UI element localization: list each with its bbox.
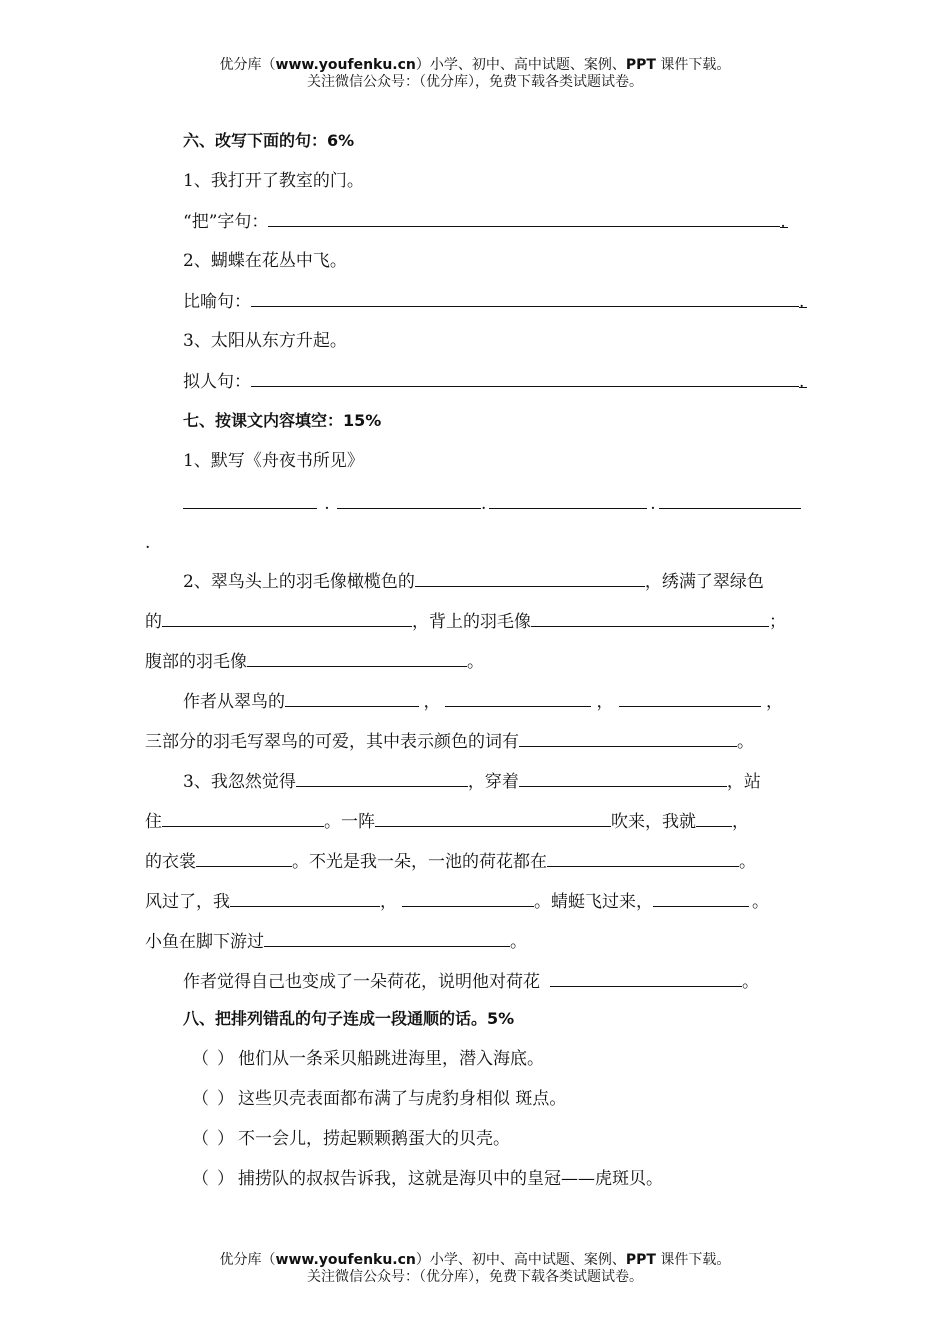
footer-text: 优分库（ <box>219 1252 276 1268</box>
s6-answer-2-row <box>183 290 807 313</box>
footer-site-link[interactable]: www.youfenku.cn <box>275 1252 416 1268</box>
q3-text: 吹来，我就 <box>611 812 696 832</box>
q3-text: ， <box>732 812 749 832</box>
q2-text: ，背上的羽毛像 <box>412 612 531 632</box>
q2-text: 。 <box>737 732 754 752</box>
header-site-link[interactable]: www.youfenku.cn <box>275 57 416 73</box>
s6-answer-2-blank[interactable] <box>251 290 799 307</box>
footer-ppt: PPT <box>625 1252 656 1268</box>
s6-answer-2-label: 比喻句： <box>183 292 251 312</box>
q2-text: 的 <box>145 612 162 632</box>
q2-text: 作者从翠鸟的 <box>183 692 285 712</box>
s7-question-1: 1、默写《舟夜书所见》 <box>183 451 364 471</box>
header-text: 优分库（ <box>219 57 276 73</box>
blank-tail <box>780 211 788 232</box>
s8-item-1 <box>192 1048 544 1070</box>
blank-tail <box>799 291 807 312</box>
s8-item-text: 这些贝壳表面都布满了与虎豹身相似 斑点。 <box>238 1089 567 1109</box>
q3-text: 小鱼在脚下游过 <box>145 932 264 952</box>
q3-text: 。 <box>752 892 769 912</box>
q3-text: 的衣裳 <box>145 852 196 872</box>
q3-blank-3[interactable] <box>162 810 324 827</box>
q3-text: 。 <box>742 972 759 992</box>
period: . <box>650 494 656 514</box>
q2-blank-8[interactable] <box>519 730 737 747</box>
page-footer <box>0 1252 950 1286</box>
poem-line-1-blank[interactable] <box>183 492 317 509</box>
s6-question-1: 1、我打开了教室的门。 <box>183 171 364 191</box>
q3-text: 。不光是我一朵，一池的荷花都在 <box>292 852 547 872</box>
q2-blank-2[interactable] <box>162 610 412 627</box>
order-input[interactable]: （ ） <box>192 1129 234 1149</box>
s7-q2-row-4 <box>183 690 783 713</box>
s7-q3-row-2 <box>145 810 749 833</box>
section-6-title: 六、改写下面的句：6% <box>183 131 355 150</box>
q2-blank-4[interactable] <box>247 650 467 667</box>
period: . <box>780 212 786 232</box>
blank-tail <box>799 371 807 392</box>
s6-answer-1-label: “把”字句： <box>183 212 269 232</box>
period: . <box>799 292 805 312</box>
header-text: ）小学、初中、高中试题、案例、 <box>415 57 626 73</box>
q2-blank-1[interactable] <box>415 570 645 587</box>
poem-line-3-blank[interactable] <box>489 492 647 509</box>
order-input[interactable]: （ ） <box>192 1089 234 1109</box>
s7-q2-row-5 <box>145 730 754 753</box>
s8-item-text: 不一会儿，捞起颗颗鹅蛋大的贝壳。 <box>238 1129 510 1149</box>
poem-line-4-blank[interactable] <box>659 492 801 509</box>
header-text: 课件下载。 <box>655 57 731 73</box>
q3-text: ， <box>380 892 397 912</box>
period: . <box>799 372 805 392</box>
q3-blank-7[interactable] <box>547 850 739 867</box>
q2-blank-3[interactable] <box>531 610 769 627</box>
q3-text: 风过了，我 <box>145 892 230 912</box>
q3-text: 3、我忽然觉得 <box>183 772 296 792</box>
q3-blank-9[interactable] <box>402 890 534 907</box>
poem-line-2-blank[interactable] <box>337 492 481 509</box>
s7-poem-end-period: . <box>145 533 151 553</box>
header-line-1 <box>0 57 950 74</box>
q3-text: ，站 <box>726 772 761 792</box>
q3-text: 。一阵 <box>324 812 375 832</box>
q3-blank-5[interactable] <box>696 810 732 827</box>
q2-text: 2、翠鸟头上的羽毛像橄榄色的 <box>183 572 415 592</box>
s7-q3-row-6 <box>183 970 759 993</box>
q2-text: ， <box>596 692 614 712</box>
period: . <box>481 494 487 514</box>
q3-text: 住 <box>145 812 162 832</box>
s7-q3-row-3 <box>145 850 756 873</box>
section-8-title: 八、把排列错乱的句子连成一段通顺的话。5% <box>183 1009 515 1028</box>
q3-text: 。蜻蜓飞过来， <box>534 892 653 912</box>
s6-answer-3-row <box>183 370 807 393</box>
s6-answer-3-label: 拟人句： <box>183 372 251 392</box>
s6-answer-1-row <box>183 210 788 233</box>
s8-item-text: 捕捞队的叔叔告诉我，这就是海贝中的皇冠——虎斑贝。 <box>238 1169 663 1189</box>
q3-blank-12[interactable] <box>550 970 742 987</box>
footer-line-1 <box>0 1252 950 1269</box>
q3-blank-4[interactable] <box>375 810 611 827</box>
s7-poem-blanks-row <box>183 492 801 515</box>
q2-text: ，绣满了翠绿色 <box>644 572 764 592</box>
footer-line-2: 关注微信公众号：（优分库），免费下载各类试题试卷。 <box>307 1269 643 1285</box>
s8-item-4 <box>192 1168 663 1190</box>
q3-blank-1[interactable] <box>296 770 468 787</box>
q2-blank-5[interactable] <box>285 690 419 707</box>
q2-text: ， <box>766 692 783 712</box>
q3-blank-8[interactable] <box>230 890 380 907</box>
s6-question-2: 2、蝴蝶在花丛中飞。 <box>183 251 347 271</box>
q3-blank-2[interactable] <box>519 770 727 787</box>
page-header <box>0 57 950 91</box>
footer-text: ）小学、初中、高中试题、案例、 <box>415 1252 626 1268</box>
footer-text: 课件下载。 <box>655 1252 731 1268</box>
q3-blank-10[interactable] <box>653 890 749 907</box>
q2-text: ， <box>423 692 441 712</box>
s7-q3-row-4 <box>145 890 769 913</box>
q3-text: 作者觉得自己也变成了一朵荷花，说明他对荷花 <box>183 972 540 992</box>
q3-text: 。 <box>510 932 527 952</box>
s7-q3-row-5 <box>145 930 527 953</box>
q3-blank-11[interactable] <box>264 930 510 947</box>
header-line-2: 关注微信公众号：（优分库），免费下载各类试题试卷。 <box>307 74 643 90</box>
q3-blank-6[interactable] <box>196 850 292 867</box>
s8-item-2 <box>192 1088 566 1110</box>
s6-answer-3-blank[interactable] <box>251 370 799 387</box>
order-input[interactable]: （ ） <box>192 1169 234 1189</box>
order-input[interactable]: （ ） <box>192 1049 234 1069</box>
s8-item-text: 他们从一条采贝船跳进海里，潜入海底。 <box>238 1049 544 1069</box>
s8-item-3 <box>192 1128 510 1150</box>
s6-answer-1-blank[interactable] <box>268 210 780 227</box>
s6-question-3: 3、太阳从东方升起。 <box>183 331 347 351</box>
s7-q2-row-3 <box>145 650 484 673</box>
q3-text: ，穿着 <box>467 772 519 792</box>
section-7-title: 七、按课文内容填空：15% <box>183 411 382 430</box>
q2-blank-6[interactable] <box>445 690 591 707</box>
q2-text: 。 <box>467 652 484 672</box>
header-ppt: PPT <box>625 57 656 73</box>
q2-text: 三部分的羽毛写翠鸟的可爱，其中表示颜色的词有 <box>145 732 519 752</box>
q2-text: 腹部的羽毛像 <box>145 652 247 672</box>
period: . <box>324 494 330 514</box>
s7-q2-row-1 <box>183 570 764 593</box>
s7-q3-row-1 <box>183 770 761 793</box>
q3-text: 。 <box>739 852 756 872</box>
q2-text: ； <box>769 612 786 632</box>
q2-blank-7[interactable] <box>619 690 761 707</box>
s7-q2-row-2 <box>145 610 786 633</box>
